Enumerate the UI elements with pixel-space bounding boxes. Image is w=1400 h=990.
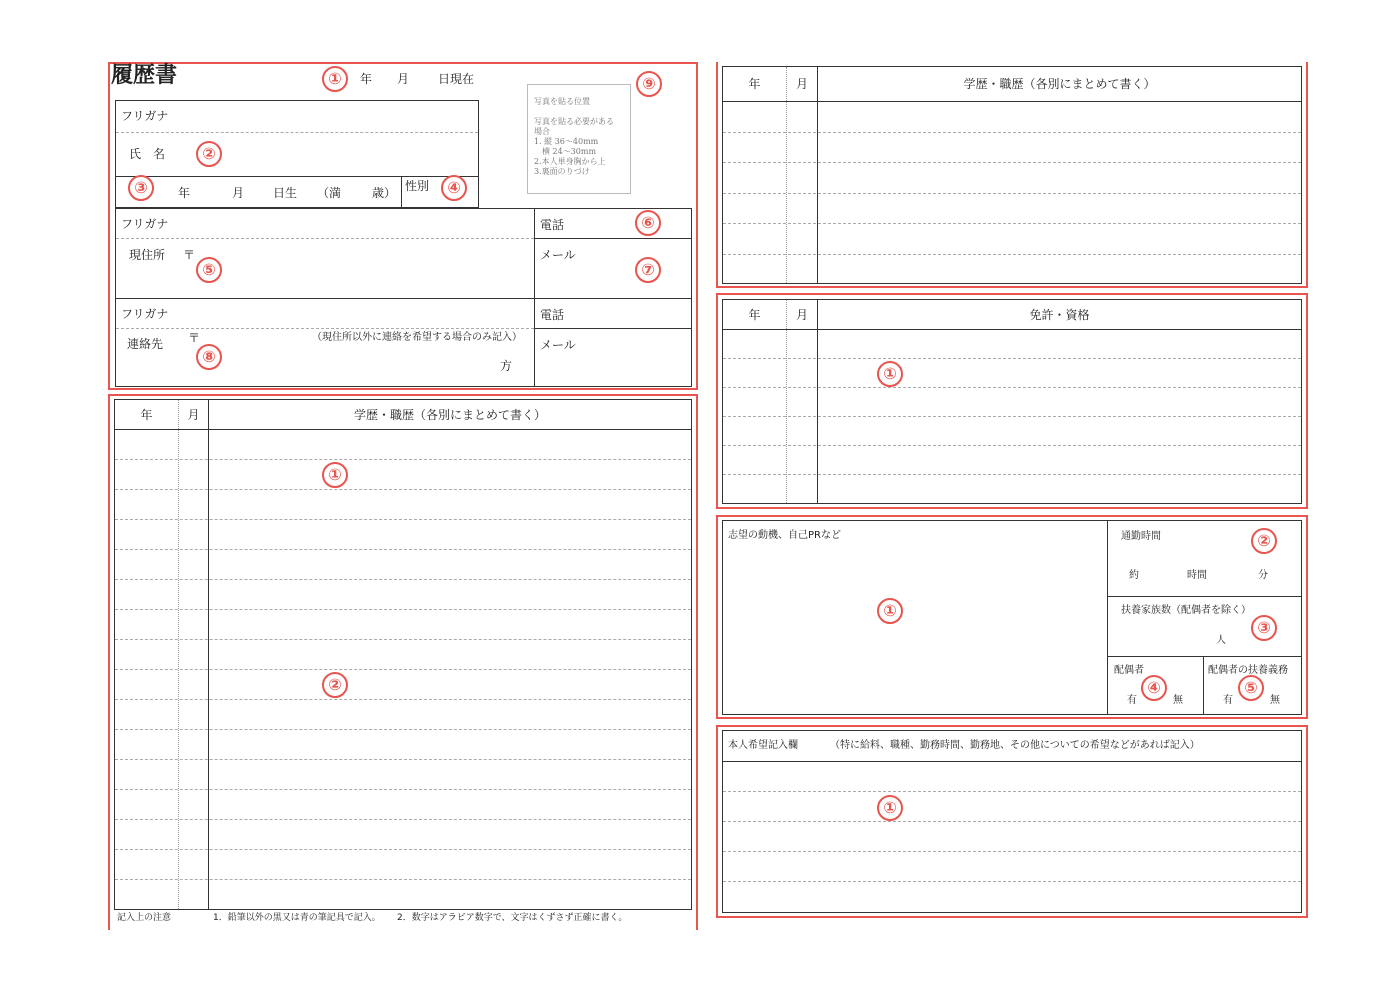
address-furigana-label: フリガナ bbox=[121, 217, 169, 231]
marker-gender: ④ bbox=[441, 175, 467, 201]
table-row-line bbox=[723, 223, 1301, 224]
table-row-line bbox=[723, 474, 1301, 475]
duty-no[interactable]: 無 bbox=[1270, 695, 1280, 706]
table-row-line bbox=[723, 132, 1301, 133]
history-col-title: 学歴・職歴（各別にまとめて書く） bbox=[353, 408, 546, 422]
duty-yes[interactable]: 有 bbox=[1223, 695, 1233, 706]
date-year-label: 年 bbox=[360, 72, 373, 86]
table-row-line bbox=[723, 358, 1301, 359]
license-col-title: 免許・資格 bbox=[1029, 308, 1090, 322]
contact-phone-label: 電話 bbox=[540, 308, 565, 322]
marker-name: ② bbox=[196, 141, 222, 167]
marker-motivation: ① bbox=[877, 598, 903, 624]
marker-work: ② bbox=[322, 672, 348, 698]
history2-col-month: 月 bbox=[795, 77, 808, 91]
marker-date: ① bbox=[322, 66, 348, 92]
marker-dependents: ③ bbox=[1251, 615, 1277, 641]
mail-label: メール bbox=[540, 248, 576, 262]
photo-line: 3.裏面のりづけ bbox=[534, 167, 590, 176]
spouse-no[interactable]: 無 bbox=[1173, 695, 1183, 706]
motivation-table bbox=[722, 520, 1302, 715]
table-row-line bbox=[723, 445, 1301, 446]
table-row-line bbox=[115, 729, 691, 730]
photo-line: 写真を貼る必要がある bbox=[534, 117, 614, 126]
birth-month-label: 月 bbox=[232, 186, 245, 200]
name-furigana-label: フリガナ bbox=[121, 109, 169, 123]
wishes-label: 本人希望記入欄 bbox=[728, 740, 798, 751]
history-col-month: 月 bbox=[187, 408, 200, 422]
resume-title: 履歴書 bbox=[111, 63, 178, 88]
contact-mail-label: メール bbox=[540, 338, 576, 352]
table-row-line bbox=[723, 821, 1301, 822]
history2-col-year: 年 bbox=[748, 77, 761, 91]
photo-instructions bbox=[528, 85, 630, 177]
table-row-line bbox=[115, 459, 691, 460]
table-row-line bbox=[115, 759, 691, 760]
address-postal-mark: 〒 bbox=[183, 248, 196, 262]
table-row-line bbox=[723, 851, 1301, 852]
marker-birth: ③ bbox=[128, 175, 154, 201]
age-open-label: （満 bbox=[317, 186, 342, 200]
table-row-line bbox=[115, 549, 691, 550]
date-now-label: 日現在 bbox=[438, 72, 475, 86]
table-row-line bbox=[115, 579, 691, 580]
photo-area[interactable] bbox=[527, 84, 631, 194]
table-row-line bbox=[723, 162, 1301, 163]
photo-line: 場合 bbox=[534, 127, 550, 136]
table-row-line bbox=[723, 193, 1301, 194]
address-label: 現住所 bbox=[129, 248, 166, 262]
commute-hours: 時間 bbox=[1187, 570, 1207, 581]
table-row-line bbox=[115, 669, 691, 670]
photo-line: 横 24〜30mm bbox=[534, 147, 597, 156]
marker-spouse-duty: ⑤ bbox=[1238, 675, 1264, 701]
name-label: 氏 名 bbox=[129, 147, 166, 161]
table-row-line bbox=[115, 789, 691, 790]
date-month-label: 月 bbox=[397, 72, 410, 86]
motivation-label: 志望の動機、自己PRなど bbox=[728, 530, 841, 541]
table-row-line bbox=[115, 699, 691, 700]
dependents-label: 扶養家族数（配偶者を除く） bbox=[1121, 605, 1251, 616]
photo-line bbox=[534, 107, 630, 117]
table-row-line bbox=[115, 639, 691, 640]
history-col-year: 年 bbox=[140, 408, 153, 422]
marker-wishes: ① bbox=[877, 795, 903, 821]
phone-label: 電話 bbox=[540, 218, 565, 232]
marker-license: ① bbox=[877, 361, 903, 387]
table-row-line bbox=[115, 609, 691, 610]
footer-note-1: 1．鉛筆以外の黒又は青の筆記具で記入。 bbox=[213, 913, 381, 923]
marker-spouse: ④ bbox=[1141, 675, 1167, 701]
history-table bbox=[114, 399, 692, 910]
table-row-line bbox=[115, 879, 691, 880]
contact-note: （現住所以外に連絡を希望する場合のみ記入） bbox=[312, 332, 522, 343]
dependents-unit: 人 bbox=[1216, 635, 1226, 646]
table-row-line bbox=[115, 489, 691, 490]
commute-label: 通勤時間 bbox=[1121, 531, 1161, 542]
contact-postal-mark: 〒 bbox=[188, 331, 201, 345]
spouse-label: 配偶者 bbox=[1114, 665, 1144, 676]
birth-day-label: 日生 bbox=[273, 186, 298, 200]
table-row-line bbox=[723, 791, 1301, 792]
table-row-line bbox=[723, 881, 1301, 882]
marker-commute: ② bbox=[1251, 528, 1277, 554]
age-close-label: 歳） bbox=[372, 186, 397, 200]
commute-about: 約 bbox=[1129, 570, 1139, 581]
table-row-line bbox=[723, 387, 1301, 388]
contact-label: 連絡先 bbox=[127, 337, 164, 351]
marker-mail: ⑦ bbox=[635, 257, 661, 283]
footer-note-2: 2．数字はアラビア数字で、文字はくずさず正確に書く。 bbox=[397, 913, 628, 923]
marker-address: ⑤ bbox=[196, 257, 222, 283]
table-row-line bbox=[115, 849, 691, 850]
commute-minutes: 分 bbox=[1258, 570, 1268, 581]
marker-photo: ⑨ bbox=[636, 71, 662, 97]
marker-contact: ⑧ bbox=[196, 344, 222, 370]
table-row-line bbox=[115, 519, 691, 520]
photo-line: 写真を貼る位置 bbox=[534, 97, 590, 106]
license-col-year: 年 bbox=[748, 308, 761, 322]
footer-label: 記入上の注意 bbox=[117, 913, 172, 923]
gender-label: 性別 bbox=[405, 179, 430, 193]
birth-year-label: 年 bbox=[178, 186, 191, 200]
photo-line: 2.本人単身胸から上 bbox=[534, 157, 606, 166]
marker-phone: ⑥ bbox=[635, 210, 661, 236]
spouse-duty-label: 配偶者の扶養義務 bbox=[1208, 665, 1288, 676]
marker-education: ① bbox=[322, 462, 348, 488]
wishes-note: （特に給料、職種、勤務時間、勤務地、その他についての希望などがあれば記入） bbox=[830, 740, 1200, 751]
contact-furigana-label: フリガナ bbox=[121, 307, 169, 321]
history2-col-title: 学歴・職歴（各別にまとめて書く） bbox=[963, 77, 1156, 91]
history-continued-table bbox=[722, 66, 1302, 284]
contact-suffix: 方 bbox=[500, 359, 513, 373]
table-row-line bbox=[115, 819, 691, 820]
table-row-line bbox=[723, 416, 1301, 417]
license-col-month: 月 bbox=[795, 308, 808, 322]
spouse-yes[interactable]: 有 bbox=[1127, 695, 1137, 706]
photo-line: 1. 縦 36〜40mm bbox=[534, 137, 599, 146]
table-row-line bbox=[723, 254, 1301, 255]
